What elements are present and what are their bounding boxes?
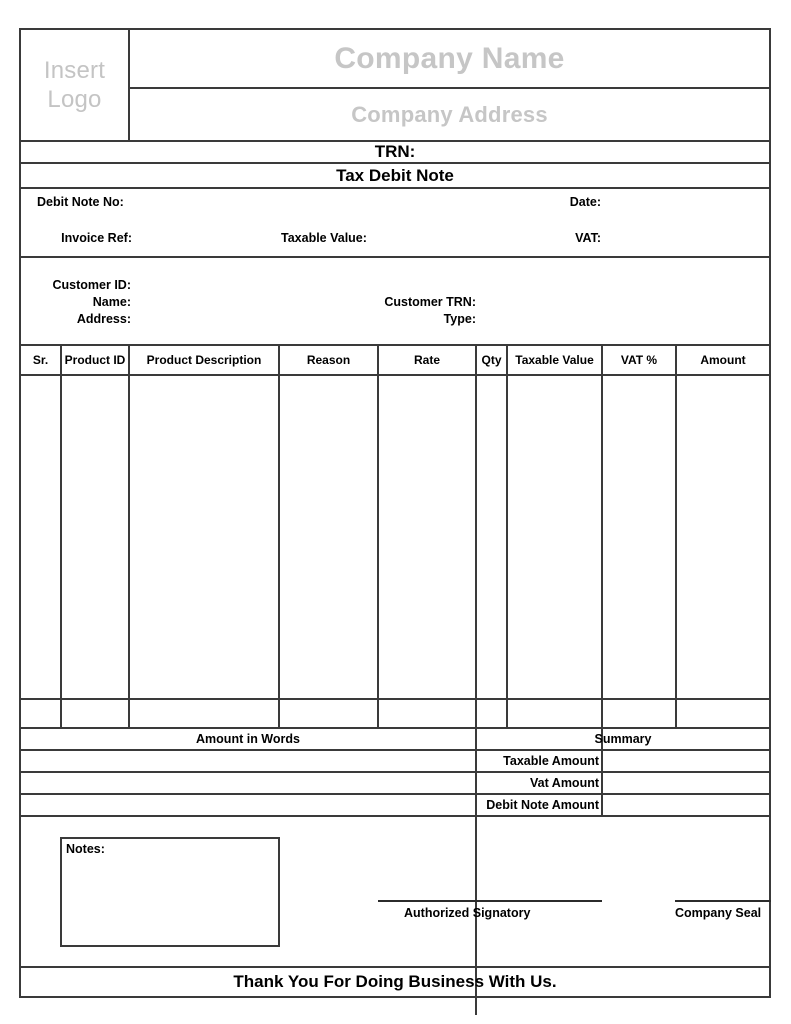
vat-amount-label: Vat Amount — [530, 776, 599, 790]
company-seal-line — [675, 900, 771, 902]
summary-header: Summary — [594, 732, 652, 746]
notes-value[interactable] — [66, 863, 276, 945]
rule-meta-bottom — [19, 256, 771, 258]
rule-items-bottom — [19, 698, 771, 700]
customer-trn-label[interactable]: Customer TRN: — [384, 295, 476, 309]
column-header-product-id: Product ID — [64, 353, 126, 367]
debit-note-amount-label: Debit Note Amount — [486, 798, 599, 812]
vat-amount-value[interactable] — [605, 773, 769, 793]
customer-address-label[interactable]: Address: — [76, 312, 131, 326]
date-label[interactable]: Date: — [569, 195, 601, 209]
column-header-qty: Qty — [481, 353, 502, 367]
column-header-product-description: Product Description — [146, 353, 262, 367]
amount-in-words-header: Amount in Words — [196, 732, 300, 746]
company-address[interactable]: Company Address — [351, 101, 548, 127]
notes-box[interactable] — [60, 837, 280, 947]
thank-you-message: Thank You For Doing Business With Us. — [233, 972, 557, 991]
customer-name-label[interactable]: Name: — [92, 295, 131, 309]
company-name[interactable]: Company Name — [334, 41, 565, 75]
customer-id-label[interactable]: Customer ID: — [52, 278, 131, 292]
column-header-taxable-value: Taxable Value — [515, 353, 594, 367]
vat-label[interactable]: VAT: — [575, 231, 601, 245]
logo-placeholder-line1: Insert — [43, 56, 106, 84]
debit-note-amount-value[interactable] — [605, 795, 769, 815]
debit-note-no-label[interactable]: Debit Note No: — [37, 195, 124, 209]
rule-right-edge — [769, 28, 771, 996]
notes-label: Notes: — [66, 842, 105, 856]
taxable-value-label[interactable]: Taxable Value: — [281, 231, 367, 245]
rule-title-bottom — [19, 187, 771, 189]
logo-placeholder-line2: Logo — [47, 86, 102, 113]
column-header-sr: Sr. — [32, 353, 49, 367]
invoice-ref-label[interactable]: Invoice Ref: — [61, 231, 132, 245]
rule-bottom — [19, 996, 771, 998]
column-header-reason: Reason — [306, 353, 351, 367]
rule-debitnote-bottom — [19, 815, 771, 817]
tax-debit-note-document — [19, 28, 771, 996]
logo-placeholder-text — [44, 56, 105, 115]
customer-type-label[interactable]: Type: — [443, 312, 476, 326]
amount-in-words-value[interactable] — [25, 751, 473, 815]
document-title: Tax Debit Note — [336, 165, 454, 185]
column-header-amount: Amount — [700, 353, 746, 367]
column-header-vat-percent: VAT % — [620, 353, 658, 367]
authorized-signatory-line — [378, 900, 602, 902]
company-trn-label[interactable]: TRN: — [374, 142, 416, 161]
authorized-signatory-label: Authorized Signatory — [404, 906, 531, 920]
logo-placeholder[interactable] — [21, 30, 128, 140]
column-header-rate: Rate — [413, 353, 440, 367]
line-items-body[interactable] — [21, 376, 769, 698]
taxable-amount-value[interactable] — [605, 751, 769, 771]
taxable-amount-label: Taxable Amount — [503, 754, 599, 768]
company-seal-label: Company Seal — [675, 906, 762, 920]
